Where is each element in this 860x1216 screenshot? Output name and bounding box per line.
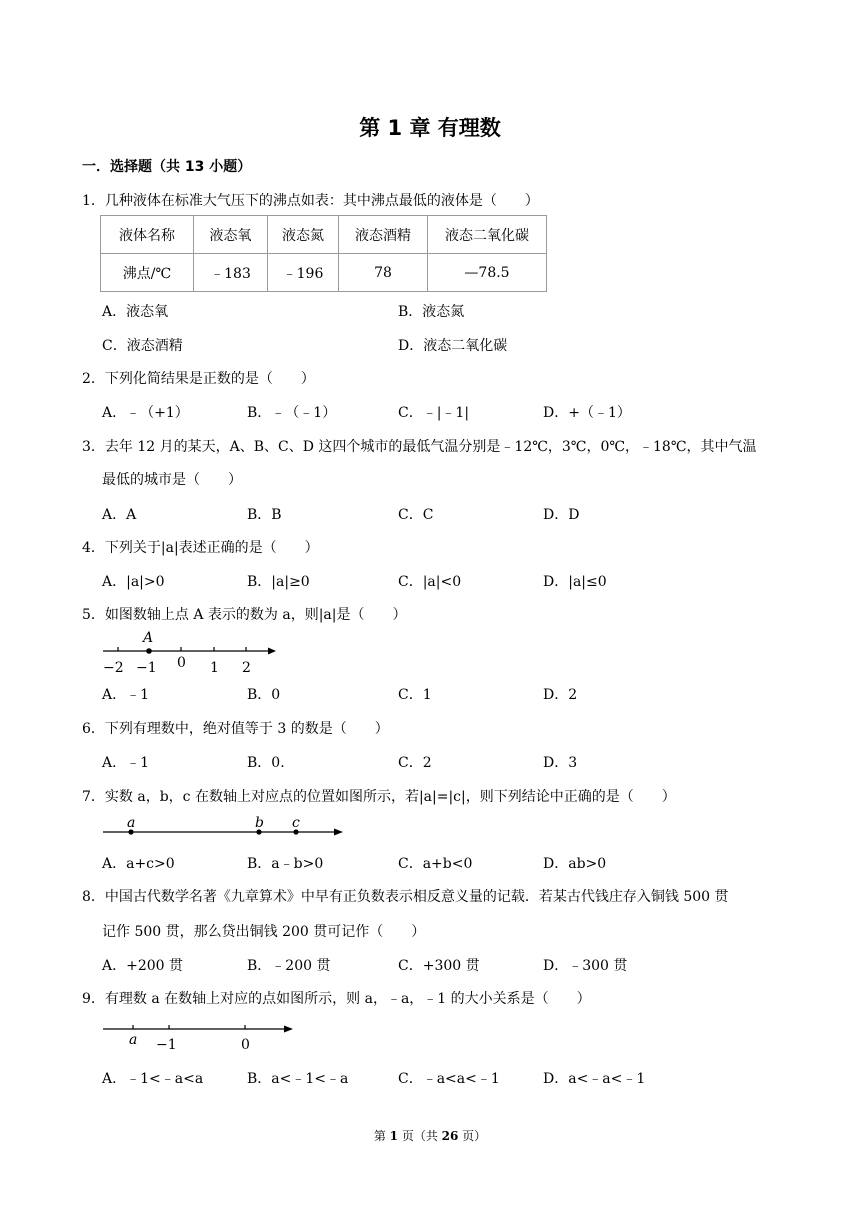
question-7-text: 7．实数 a，b，c 在数轴上对应点的位置如图所示，若|a|=|c|，则下列结论中正确的是（ ）: [82, 789, 676, 805]
footer-middle: 页（共: [398, 1129, 442, 1143]
option-b: B．a﹣b>0: [247, 856, 324, 872]
question-6-text: 6．下列有理数中，绝对值等于 3 的数是（ ）: [82, 721, 389, 737]
tick-label: 2: [242, 660, 251, 676]
option-c: C．﹣|﹣1|: [398, 405, 470, 421]
option-d: D．|a|≤0: [543, 574, 607, 590]
table-cell: 沸点/℃: [101, 254, 194, 292]
option-d: D．3: [543, 755, 578, 771]
option-c: C．2: [398, 755, 432, 771]
table-cell: 液态氧: [194, 216, 268, 254]
table-cell: 液态氮: [268, 216, 339, 254]
point-c-label: c: [292, 815, 300, 831]
option-c: C．a+b<0: [398, 856, 473, 872]
table-cell: ﹣183: [194, 254, 268, 292]
point-a-label: a: [127, 815, 136, 831]
point-a-dot: [146, 648, 152, 654]
option-a: A．﹣1<﹣a<a: [102, 1071, 204, 1087]
option-b: B．|a|≥0: [247, 574, 310, 590]
option-a: A．﹣1: [102, 755, 150, 771]
page-footer: [0, 1127, 860, 1144]
tick-label: 0: [177, 655, 186, 671]
option-c: C．﹣a<a<﹣1: [398, 1071, 500, 1087]
question-2-text: 2．下列化简结果是正数的是（ ）: [82, 371, 315, 387]
option-b: B．a<﹣1<﹣a: [247, 1071, 349, 1087]
table-cell: 78: [339, 254, 428, 292]
question-1-text: 1．几种液体在标准大气压下的沸点如表：其中沸点最低的液体是（ ）: [82, 193, 539, 209]
option-a: A．A: [102, 507, 137, 523]
tick-label: −1: [136, 660, 157, 676]
option-d: D．ab>0: [543, 856, 607, 872]
total-page-count: 26: [441, 1129, 459, 1143]
number-line-q5: [100, 626, 280, 678]
table-cell: 液体名称: [101, 216, 194, 254]
option-b: B．﹣（﹣1）: [247, 405, 337, 421]
option-b: B．液态氮: [398, 304, 465, 320]
option-c: C．液态酒精: [102, 338, 183, 354]
option-c: C．|a|<0: [398, 574, 462, 590]
footer-prefix: 第: [373, 1129, 390, 1143]
option-a: A．|a|>0: [102, 574, 165, 590]
option-b: B．B: [247, 507, 282, 523]
question-5-text: 5．如图数轴上点 A 表示的数为 a，则|a|是（ ）: [82, 607, 407, 623]
table-cell: —78.5: [428, 254, 547, 292]
footer-suffix: 页）: [458, 1129, 487, 1143]
option-d: D．2: [543, 687, 578, 703]
option-c: C．+300 贯: [398, 958, 480, 974]
current-page-number: 1: [389, 1129, 398, 1143]
question-4-text: 4．下列关于|a|表述正确的是（ ）: [82, 540, 319, 556]
tick-label: 0: [241, 1037, 250, 1052]
table-cell: 液态二氧化碳: [428, 216, 547, 254]
tick-label: −2: [103, 660, 124, 676]
table-row: [101, 254, 547, 292]
option-d: D．﹣300 贯: [543, 958, 628, 974]
option-d: D．D: [543, 507, 580, 523]
option-b: B．﹣200 贯: [247, 958, 331, 974]
table-cell: ﹣196: [268, 254, 339, 292]
number-line-q9: [100, 1018, 300, 1052]
question-9-text: 9．有理数 a 在数轴上对应的点如图所示，则 a，﹣a，﹣1 的大小关系是（ ）: [82, 991, 591, 1007]
boiling-point-table: [100, 215, 547, 292]
page-title: 第 1 章 有理数: [359, 116, 501, 140]
question-8-text: 8．中国古代数学名著《九章算术》中早有正负数表示相反意义量的记载．若某古代钱庄存入铜钱 500 贯: [82, 889, 729, 905]
option-b: B．0.: [247, 755, 285, 771]
option-b: B．0: [247, 687, 281, 703]
option-a: A．﹣（+1）: [102, 405, 189, 421]
table-cell: 液态酒精: [339, 216, 428, 254]
tick-label: −1: [156, 1037, 177, 1052]
option-a: A．液态氧: [102, 304, 169, 320]
point-b-label: b: [255, 815, 264, 831]
option-d: D．液态二氧化碳: [398, 338, 508, 354]
option-c: C．C: [398, 507, 434, 523]
option-a: A．+200 贯: [102, 958, 184, 974]
table-header-row: [101, 216, 547, 254]
question-8-continuation: 记作 500 贯，那么贷出铜钱 200 贯可记作（ ）: [102, 924, 426, 940]
point-a-label: A: [143, 630, 154, 646]
tick-label: 1: [210, 660, 219, 676]
option-a: A．a+c>0: [102, 856, 175, 872]
point-a-label: a: [129, 1032, 138, 1048]
question-3-continuation: 最低的城市是（ ）: [102, 472, 242, 488]
question-3-text: 3．去年 12 月的某天，A、B、C、D 这四个城市的最低气温分别是﹣12℃，3℃，0℃，﹣18℃，其中气温: [82, 439, 757, 455]
option-c: C．1: [398, 687, 432, 703]
section-heading: 一．选择题（共 13 小题）: [82, 159, 252, 175]
option-a: A．﹣1: [102, 687, 150, 703]
number-line-q7: [100, 814, 350, 844]
option-d: D．+（﹣1）: [543, 405, 631, 421]
option-d: D．a<﹣a<﹣1: [543, 1071, 646, 1087]
